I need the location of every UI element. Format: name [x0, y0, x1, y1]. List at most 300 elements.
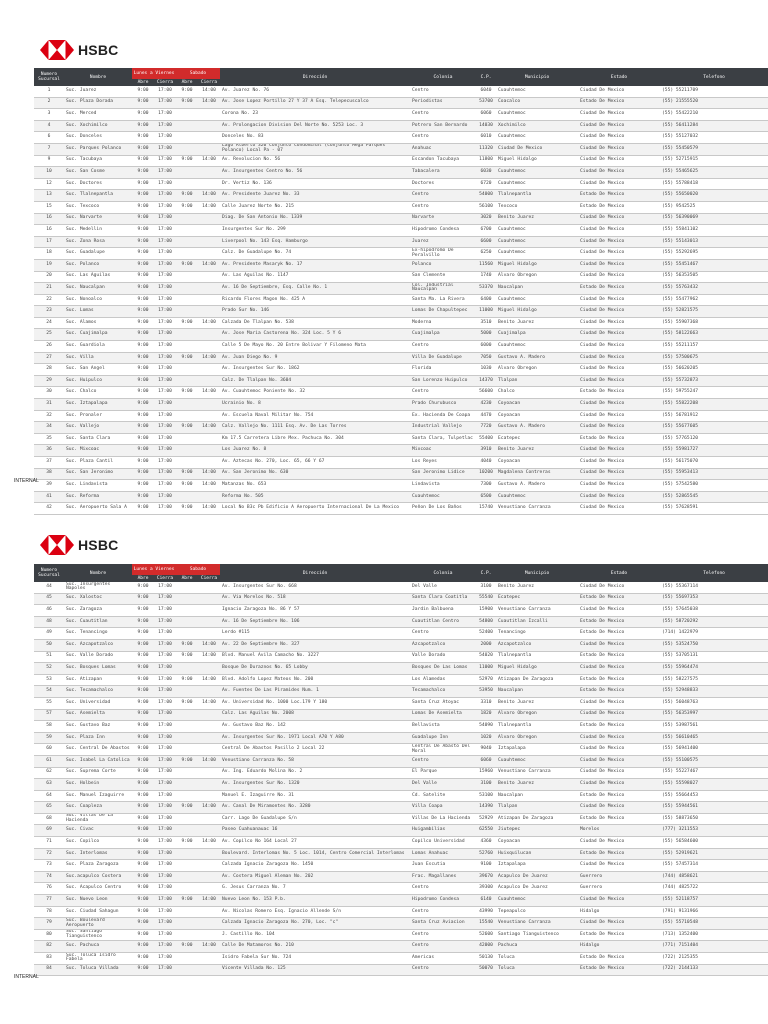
- cell-nombre: Suc. Tecamachalco: [64, 686, 132, 698]
- cell-cp: 53700: [476, 97, 496, 109]
- cell-lunes-cierra: 17:00: [154, 480, 176, 492]
- cell-estado: Ciudad De Mexico: [578, 178, 660, 190]
- cell-estado: Estado De Mexico: [578, 628, 660, 640]
- cell-cp: 6030: [476, 167, 496, 179]
- cell-colonia: Narvarte: [410, 213, 476, 225]
- cell-lunes-abre: 9:00: [132, 593, 154, 605]
- table-row: [34, 167, 768, 179]
- cell-sabado-abre: 9:00: [176, 480, 198, 492]
- table-row: [34, 248, 768, 260]
- cell-cp: 6140: [476, 895, 496, 907]
- cell-telefono: (55) 52865545: [660, 491, 768, 503]
- cell-lunes-abre: 9:00: [132, 837, 154, 849]
- cell-sabado-abre: [176, 929, 198, 941]
- cell-cp: 1030: [476, 364, 496, 376]
- cell-cp: 4040: [476, 457, 496, 469]
- cell-lunes-cierra: 17:00: [154, 837, 176, 849]
- cell-sabado-abre: 9:00: [176, 259, 198, 271]
- cell-direccion: Av. Las Aguilas No. 1147: [220, 271, 410, 283]
- cell-cp: 53370: [476, 283, 496, 295]
- cell-nombre: Suc. Aeropuerto Sala A: [64, 503, 132, 515]
- table-row: [34, 906, 768, 918]
- cell-direccion: Calz. Vallejo No. 1111 Esq. Av. De Las Torres: [220, 422, 410, 434]
- cell-cp: 15740: [476, 503, 496, 515]
- table-row: [34, 306, 768, 318]
- cell-numero: 74: [34, 871, 64, 883]
- cell-telefono: (55) 55677605: [660, 422, 768, 434]
- cell-lunes-cierra: 17:00: [154, 895, 176, 907]
- cell-municipio: Naucalpan: [496, 790, 578, 802]
- table-row: [34, 190, 768, 202]
- table-row: [34, 410, 768, 422]
- cell-estado: Ciudad De Mexico: [578, 225, 660, 237]
- cell-lunes-cierra: 17:00: [154, 236, 176, 248]
- cell-telefono: (55) 55422210: [660, 109, 768, 121]
- cell-municipio: Alvaro Obregon: [496, 709, 578, 721]
- cell-lunes-abre: 9:00: [132, 236, 154, 248]
- cell-lunes-abre: 9:00: [132, 399, 154, 411]
- cell-sabado-cierra: [198, 375, 220, 387]
- cell-lunes-abre: 9:00: [132, 480, 154, 492]
- cell-lunes-cierra: 17:00: [154, 755, 176, 767]
- cell-direccion: G. Jesus Carranza No. 7: [220, 883, 410, 895]
- cell-nombre: Suc. Xalostoc: [64, 593, 132, 605]
- cell-estado: Ciudad De Mexico: [578, 755, 660, 767]
- cell-direccion: Av. Universidad No. 1000 Loc.179 Y 180: [220, 697, 410, 709]
- cell-direccion: J. Castillo No. 104: [220, 929, 410, 941]
- cell-sabado-abre: [176, 721, 198, 733]
- cell-lunes-abre: 9:00: [132, 132, 154, 144]
- cell-telefono: (55) 58122663: [660, 329, 768, 341]
- cell-cp: 1740: [476, 271, 496, 283]
- cell-nombre: Suc. Toluca Villada: [64, 964, 132, 976]
- cell-estado: Ciudad De Mexico: [578, 213, 660, 225]
- cell-direccion: Av. Escuela Naval Militar No. 754: [220, 410, 410, 422]
- cell-lunes-cierra: 17:00: [154, 352, 176, 364]
- cell-nombre: Suc. Juarez: [64, 86, 132, 97]
- table-row: [34, 225, 768, 237]
- cell-nombre: Suc. Civac: [64, 825, 132, 837]
- cell-lunes-cierra: 17:00: [154, 178, 176, 190]
- cell-sabado-cierra: [198, 953, 220, 965]
- cell-telefono: (55) 55127032: [660, 132, 768, 144]
- cell-lunes-cierra: 17:00: [154, 248, 176, 260]
- cell-colonia: Tabacalera: [410, 167, 476, 179]
- table-row: [34, 721, 768, 733]
- cell-sabado-cierra: [198, 329, 220, 341]
- cell-cp: 43990: [476, 906, 496, 918]
- header-direccion: Dirección: [220, 68, 410, 86]
- cell-lunes-cierra: 17:00: [154, 605, 176, 617]
- cell-direccion: Av. San Jeronimo No. 630: [220, 468, 410, 480]
- cell-lunes-abre: 9:00: [132, 906, 154, 918]
- table-row: [34, 213, 768, 225]
- cell-colonia: Centro: [410, 109, 476, 121]
- cell-municipio: Xochimilco: [496, 120, 578, 132]
- cell-cp: 6600: [476, 236, 496, 248]
- cell-lunes-cierra: 17:00: [154, 813, 176, 825]
- cell-sabado-cierra: 14:00: [198, 697, 220, 709]
- cell-nombre: Suc. Lindavista: [64, 480, 132, 492]
- cell-numero: 28: [34, 364, 64, 376]
- cell-cp: 6060: [476, 109, 496, 121]
- cell-sabado-cierra: 14:00: [198, 468, 220, 480]
- table-row: [34, 582, 768, 593]
- cell-municipio: Cuautitlan Izcalli: [496, 616, 578, 628]
- cell-municipio: Cuajimalpa: [496, 329, 578, 341]
- cell-sabado-cierra: [198, 167, 220, 179]
- cell-lunes-abre: 9:00: [132, 491, 154, 503]
- cell-colonia: Huigambilias: [410, 825, 476, 837]
- cell-lunes-abre: 9:00: [132, 732, 154, 744]
- cell-lunes-cierra: 17:00: [154, 582, 176, 593]
- cell-numero: 51: [34, 651, 64, 663]
- cell-lunes-abre: 9:00: [132, 364, 154, 376]
- cell-cp: 6040: [476, 86, 496, 97]
- header-colonia: Colonia: [410, 564, 476, 582]
- header-cierra: Cierra: [154, 79, 176, 86]
- cell-sabado-abre: [176, 732, 198, 744]
- cell-municipio: Miguel Hidalgo: [496, 663, 578, 675]
- cell-nombre: Suc. Asemielta: [64, 709, 132, 721]
- cell-cp: 3310: [476, 697, 496, 709]
- cell-lunes-cierra: 17:00: [154, 97, 176, 109]
- cell-nombre: Suc. Central De Abastos: [64, 744, 132, 756]
- cell-cp: 56100: [476, 201, 496, 213]
- cell-lunes-cierra: 17:00: [154, 790, 176, 802]
- cell-estado: Ciudad De Mexico: [578, 132, 660, 144]
- cell-sabado-abre: [176, 813, 198, 825]
- cell-telefono: (55) 57500675: [660, 352, 768, 364]
- cell-telefono: (744) 4825722: [660, 883, 768, 895]
- cell-sabado-abre: 9:00: [176, 86, 198, 97]
- cell-cp: 11000: [476, 663, 496, 675]
- cell-sabado-abre: [176, 283, 198, 295]
- header-numero: Numero Sucursal: [34, 68, 64, 86]
- table-row: [34, 364, 768, 376]
- table-row: [34, 813, 768, 825]
- cell-sabado-cierra: [198, 457, 220, 469]
- cell-estado: Ciudad De Mexico: [578, 639, 660, 651]
- cell-lunes-cierra: 17:00: [154, 294, 176, 306]
- cell-cp: 3020: [476, 213, 496, 225]
- cell-direccion: Central De Abastos Pasillo 2 Local 22: [220, 744, 410, 756]
- cell-municipio: Tepeapulco: [496, 906, 578, 918]
- cell-telefono: (55) 52821575: [660, 306, 768, 318]
- cell-sabado-abre: [176, 120, 198, 132]
- cell-lunes-abre: 9:00: [132, 97, 154, 109]
- cell-colonia: Industrial Vallejo: [410, 422, 476, 434]
- cell-cp: 15960: [476, 767, 496, 779]
- cell-municipio: Toluca: [496, 964, 578, 976]
- table-body: [34, 86, 768, 514]
- cell-colonia: Juan Escutia: [410, 860, 476, 872]
- cell-numero: 71: [34, 837, 64, 849]
- cell-direccion: Av. Juan Diego No. 9: [220, 352, 410, 364]
- table-row: [34, 628, 768, 640]
- cell-lunes-cierra: 17:00: [154, 767, 176, 779]
- cell-cp: 3910: [476, 445, 496, 457]
- cell-cp: 55400: [476, 433, 496, 445]
- cell-cp: 52929: [476, 813, 496, 825]
- cell-lunes-abre: 9:00: [132, 503, 154, 515]
- header-cierra: Cierra: [154, 575, 176, 582]
- cell-direccion: Av. Prolongacion Division Del Norte No. 5253 Loc. 3: [220, 120, 410, 132]
- cell-estado: Ciudad De Mexico: [578, 779, 660, 791]
- cell-telefono: (55) 56584600: [660, 837, 768, 849]
- cell-sabado-cierra: [198, 616, 220, 628]
- cell-colonia: Col. Industrial Naucalpan: [410, 283, 476, 295]
- cell-telefono: (55) 55598027: [660, 779, 768, 791]
- cell-municipio: Ciudad De Mexico: [496, 143, 578, 155]
- cell-municipio: Coyoacan: [496, 399, 578, 411]
- cell-estado: Estado De Mexico: [578, 813, 660, 825]
- cell-colonia: Mixcoac: [410, 445, 476, 457]
- table-row: [34, 964, 768, 976]
- header-abre: Abre: [132, 79, 154, 86]
- cell-sabado-abre: 9:00: [176, 941, 198, 953]
- cell-nombre: Suc. Atizapan: [64, 674, 132, 686]
- cell-lunes-abre: 9:00: [132, 918, 154, 930]
- cell-cp: 15900: [476, 605, 496, 617]
- cell-cp: 52760: [476, 848, 496, 860]
- cell-estado: Ciudad De Mexico: [578, 399, 660, 411]
- cell-numero: 72: [34, 848, 64, 860]
- cell-estado: Guerrero: [578, 871, 660, 883]
- cell-sabado-cierra: [198, 906, 220, 918]
- cell-sabado-abre: [176, 143, 198, 155]
- cell-direccion: Av. Canal De Miramontes No. 3280: [220, 802, 410, 814]
- cell-sabado-abre: [176, 709, 198, 721]
- cell-nombre: Suc. Pronaler: [64, 410, 132, 422]
- table-row: [34, 341, 768, 353]
- cell-numero: 29: [34, 375, 64, 387]
- cell-direccion: Ucrainio No. 8: [220, 399, 410, 411]
- cell-nombre: Suc. Tenancingo: [64, 628, 132, 640]
- cell-cp: 50070: [476, 964, 496, 976]
- cell-estado: Ciudad De Mexico: [578, 732, 660, 744]
- cell-lunes-abre: 9:00: [132, 953, 154, 965]
- cell-lunes-cierra: 17:00: [154, 375, 176, 387]
- cell-nombre: Suc. Zaragoza: [64, 605, 132, 617]
- cell-colonia: Centro: [410, 929, 476, 941]
- cell-numero: 7: [34, 143, 64, 155]
- cell-telefono: (55) 57765120: [660, 433, 768, 445]
- cell-lunes-abre: 9:00: [132, 352, 154, 364]
- branch-table-2: [34, 564, 768, 976]
- cell-estado: Morelos: [578, 825, 660, 837]
- cell-cp: 6700: [476, 225, 496, 237]
- footer-internal: INTERNAL: [14, 974, 39, 980]
- cell-sabado-abre: [176, 213, 198, 225]
- cell-sabado-abre: 9:00: [176, 503, 198, 515]
- cell-lunes-abre: 9:00: [132, 86, 154, 97]
- table-row: [34, 283, 768, 295]
- cell-numero: 17: [34, 236, 64, 248]
- table-row: [34, 294, 768, 306]
- cell-lunes-abre: 9:00: [132, 790, 154, 802]
- cell-direccion: Los Juarez No. 8: [220, 445, 410, 457]
- cell-telefono: (55) 59755247: [660, 387, 768, 399]
- cell-sabado-cierra: [198, 399, 220, 411]
- cell-nombre: Suc. Bosques Lomas: [64, 663, 132, 675]
- header-cierra: Cierra: [198, 79, 220, 86]
- cell-estado: Ciudad De Mexico: [578, 445, 660, 457]
- cell-lunes-cierra: 17:00: [154, 259, 176, 271]
- cell-nombre: Suc. Reforma: [64, 491, 132, 503]
- cell-municipio: Venustiano Carranza: [496, 767, 578, 779]
- cell-lunes-abre: 9:00: [132, 628, 154, 640]
- cell-direccion: Prado Sur No. 146: [220, 306, 410, 318]
- cell-direccion: Calz. Las Aguilas No. 2008: [220, 709, 410, 721]
- cell-colonia: Cuajimalpa: [410, 329, 476, 341]
- cell-nombre: Suc. Donceles: [64, 132, 132, 144]
- cell-direccion: Vicente Villada No. 125: [220, 964, 410, 976]
- cell-colonia: Anahuac: [410, 143, 476, 155]
- cell-telefono: (55) 55953413: [660, 468, 768, 480]
- cell-lunes-abre: 9:00: [132, 387, 154, 399]
- cell-colonia: Centro: [410, 387, 476, 399]
- cell-estado: Estado De Mexico: [578, 433, 660, 445]
- cell-numero: 54: [34, 686, 64, 698]
- cell-colonia: Americas: [410, 953, 476, 965]
- cell-municipio: Cuauhtemoc: [496, 755, 578, 767]
- cell-sabado-abre: 9:00: [176, 697, 198, 709]
- cell-sabado-abre: [176, 271, 198, 283]
- cell-telefono: (55) 53987561: [660, 721, 768, 733]
- cell-lunes-cierra: 17:00: [154, 779, 176, 791]
- cell-telefono: (55) 56390069: [660, 213, 768, 225]
- cell-cp: 9040: [476, 744, 496, 756]
- cell-nombre: Suc. Villas De La Hacienda: [64, 813, 132, 825]
- cell-direccion: Calz. De Guadalupe No. 74: [220, 248, 410, 260]
- cell-direccion: Av. Insurgentes Sur No. 668: [220, 582, 410, 593]
- cell-colonia: Cuauhtemoc: [410, 491, 476, 503]
- cell-cp: 39670: [476, 871, 496, 883]
- cell-colonia: Centro: [410, 628, 476, 640]
- cell-direccion: Corona No. 23: [220, 109, 410, 121]
- cell-sabado-cierra: [198, 445, 220, 457]
- cell-direccion: Manuel E. Izaguirre No. 31: [220, 790, 410, 802]
- cell-estado: Hidalgo: [578, 941, 660, 953]
- cell-colonia: Santa Cruz Atoyac: [410, 697, 476, 709]
- table-row: [34, 732, 768, 744]
- cell-nombre: Suc. Alamos: [64, 317, 132, 329]
- cell-direccion: Av. Jose Maria Castorena No. 324 Loc. 5 Y 6: [220, 329, 410, 341]
- cell-cp: 52970: [476, 674, 496, 686]
- cell-sabado-abre: [176, 341, 198, 353]
- table-row: [34, 329, 768, 341]
- cell-sabado-cierra: 14:00: [198, 352, 220, 364]
- cell-nombre: Suc. Guardiola: [64, 341, 132, 353]
- cell-sabado-cierra: [198, 779, 220, 791]
- cell-municipio: Alvaro Obregon: [496, 271, 578, 283]
- cell-direccion: Av. 16 De Septiembre No. 106: [220, 616, 410, 628]
- cell-direccion: Av. Gustavo Baz No. 142: [220, 721, 410, 733]
- cell-nombre: Suc. Santa Clara: [64, 433, 132, 445]
- cell-lunes-cierra: 17:00: [154, 674, 176, 686]
- cell-direccion: Av. 22 De Septiembre No. 327: [220, 639, 410, 651]
- cell-colonia: Escandon Tacubaya: [410, 155, 476, 167]
- cell-lunes-abre: 9:00: [132, 109, 154, 121]
- cell-lunes-cierra: 17:00: [154, 686, 176, 698]
- cell-telefono: (55) 57628591: [660, 503, 768, 515]
- cell-nombre: Suc. Mixcoac: [64, 445, 132, 457]
- cell-sabado-abre: 9:00: [176, 387, 198, 399]
- cell-nombre: Suc. Las Aguilas: [64, 271, 132, 283]
- cell-estado: Estado De Mexico: [578, 674, 660, 686]
- cell-numero: 13: [34, 190, 64, 202]
- cell-numero: 27: [34, 352, 64, 364]
- cell-estado: Estado De Mexico: [578, 201, 660, 213]
- cell-municipio: Cuauhtemoc: [496, 341, 578, 353]
- cell-direccion: Av. Aztecas No. 270, Loc. 65, 66 Y 67: [220, 457, 410, 469]
- cell-municipio: Cuauhtemoc: [496, 294, 578, 306]
- cell-colonia: Lomas De Asemielta: [410, 709, 476, 721]
- cell-telefono: (791) 9131966: [660, 906, 768, 918]
- branch-table-1: [34, 68, 768, 515]
- cell-estado: Ciudad De Mexico: [578, 663, 660, 675]
- cell-numero: 73: [34, 860, 64, 872]
- cell-colonia: Los Alamedas: [410, 674, 476, 686]
- cell-lunes-abre: 9:00: [132, 860, 154, 872]
- cell-sabado-abre: [176, 686, 198, 698]
- cell-numero: 57: [34, 709, 64, 721]
- cell-lunes-abre: 9:00: [132, 941, 154, 953]
- cell-sabado-cierra: [198, 271, 220, 283]
- cell-lunes-cierra: 17:00: [154, 639, 176, 651]
- cell-numero: 19: [34, 259, 64, 271]
- cell-numero: 16: [34, 213, 64, 225]
- cell-cp: 3100: [476, 779, 496, 791]
- cell-numero: 2: [34, 97, 64, 109]
- cell-sabado-abre: [176, 790, 198, 802]
- cell-sabado-cierra: [198, 593, 220, 605]
- cell-telefono: (55) 55664453: [660, 790, 768, 802]
- cell-colonia: El Parque: [410, 767, 476, 779]
- cell-sabado-cierra: [198, 109, 220, 121]
- cell-telefono: (55) 57542580: [660, 480, 768, 492]
- cell-colonia: Azcapotzalco: [410, 639, 476, 651]
- cell-municipio: Cuauhtemoc: [496, 178, 578, 190]
- cell-numero: 50: [34, 639, 64, 651]
- cell-cp: 53100: [476, 790, 496, 802]
- hsbc-logo: [40, 535, 118, 555]
- header-nombre: Nombre: [64, 564, 132, 582]
- cell-sabado-cierra: [198, 132, 220, 144]
- cell-estado: Ciudad De Mexico: [578, 468, 660, 480]
- cell-sabado-abre: 9:00: [176, 201, 198, 213]
- cell-telefono: (55) 52118757: [660, 895, 768, 907]
- cell-sabado-abre: [176, 445, 198, 457]
- cell-lunes-abre: 9:00: [132, 294, 154, 306]
- cell-sabado-cierra: [198, 686, 220, 698]
- cell-nombre: Suc. Valle Dorado: [64, 651, 132, 663]
- table-row: [34, 895, 768, 907]
- cell-colonia: Villa Coapa: [410, 802, 476, 814]
- header-municipio: Municipio: [496, 68, 578, 86]
- cell-cp: 1020: [476, 732, 496, 744]
- cell-sabado-cierra: 14:00: [198, 674, 220, 686]
- table-row: [34, 744, 768, 756]
- cell-nombre: Suc. Isabel La Catolica: [64, 755, 132, 767]
- hsbc-logo: [40, 40, 118, 60]
- cell-numero: 82: [34, 941, 64, 953]
- cell-telefono: (55) 55732873: [660, 375, 768, 387]
- cell-sabado-cierra: [198, 341, 220, 353]
- cell-lunes-abre: 9:00: [132, 259, 154, 271]
- cell-telefono: (55) 58720292: [660, 616, 768, 628]
